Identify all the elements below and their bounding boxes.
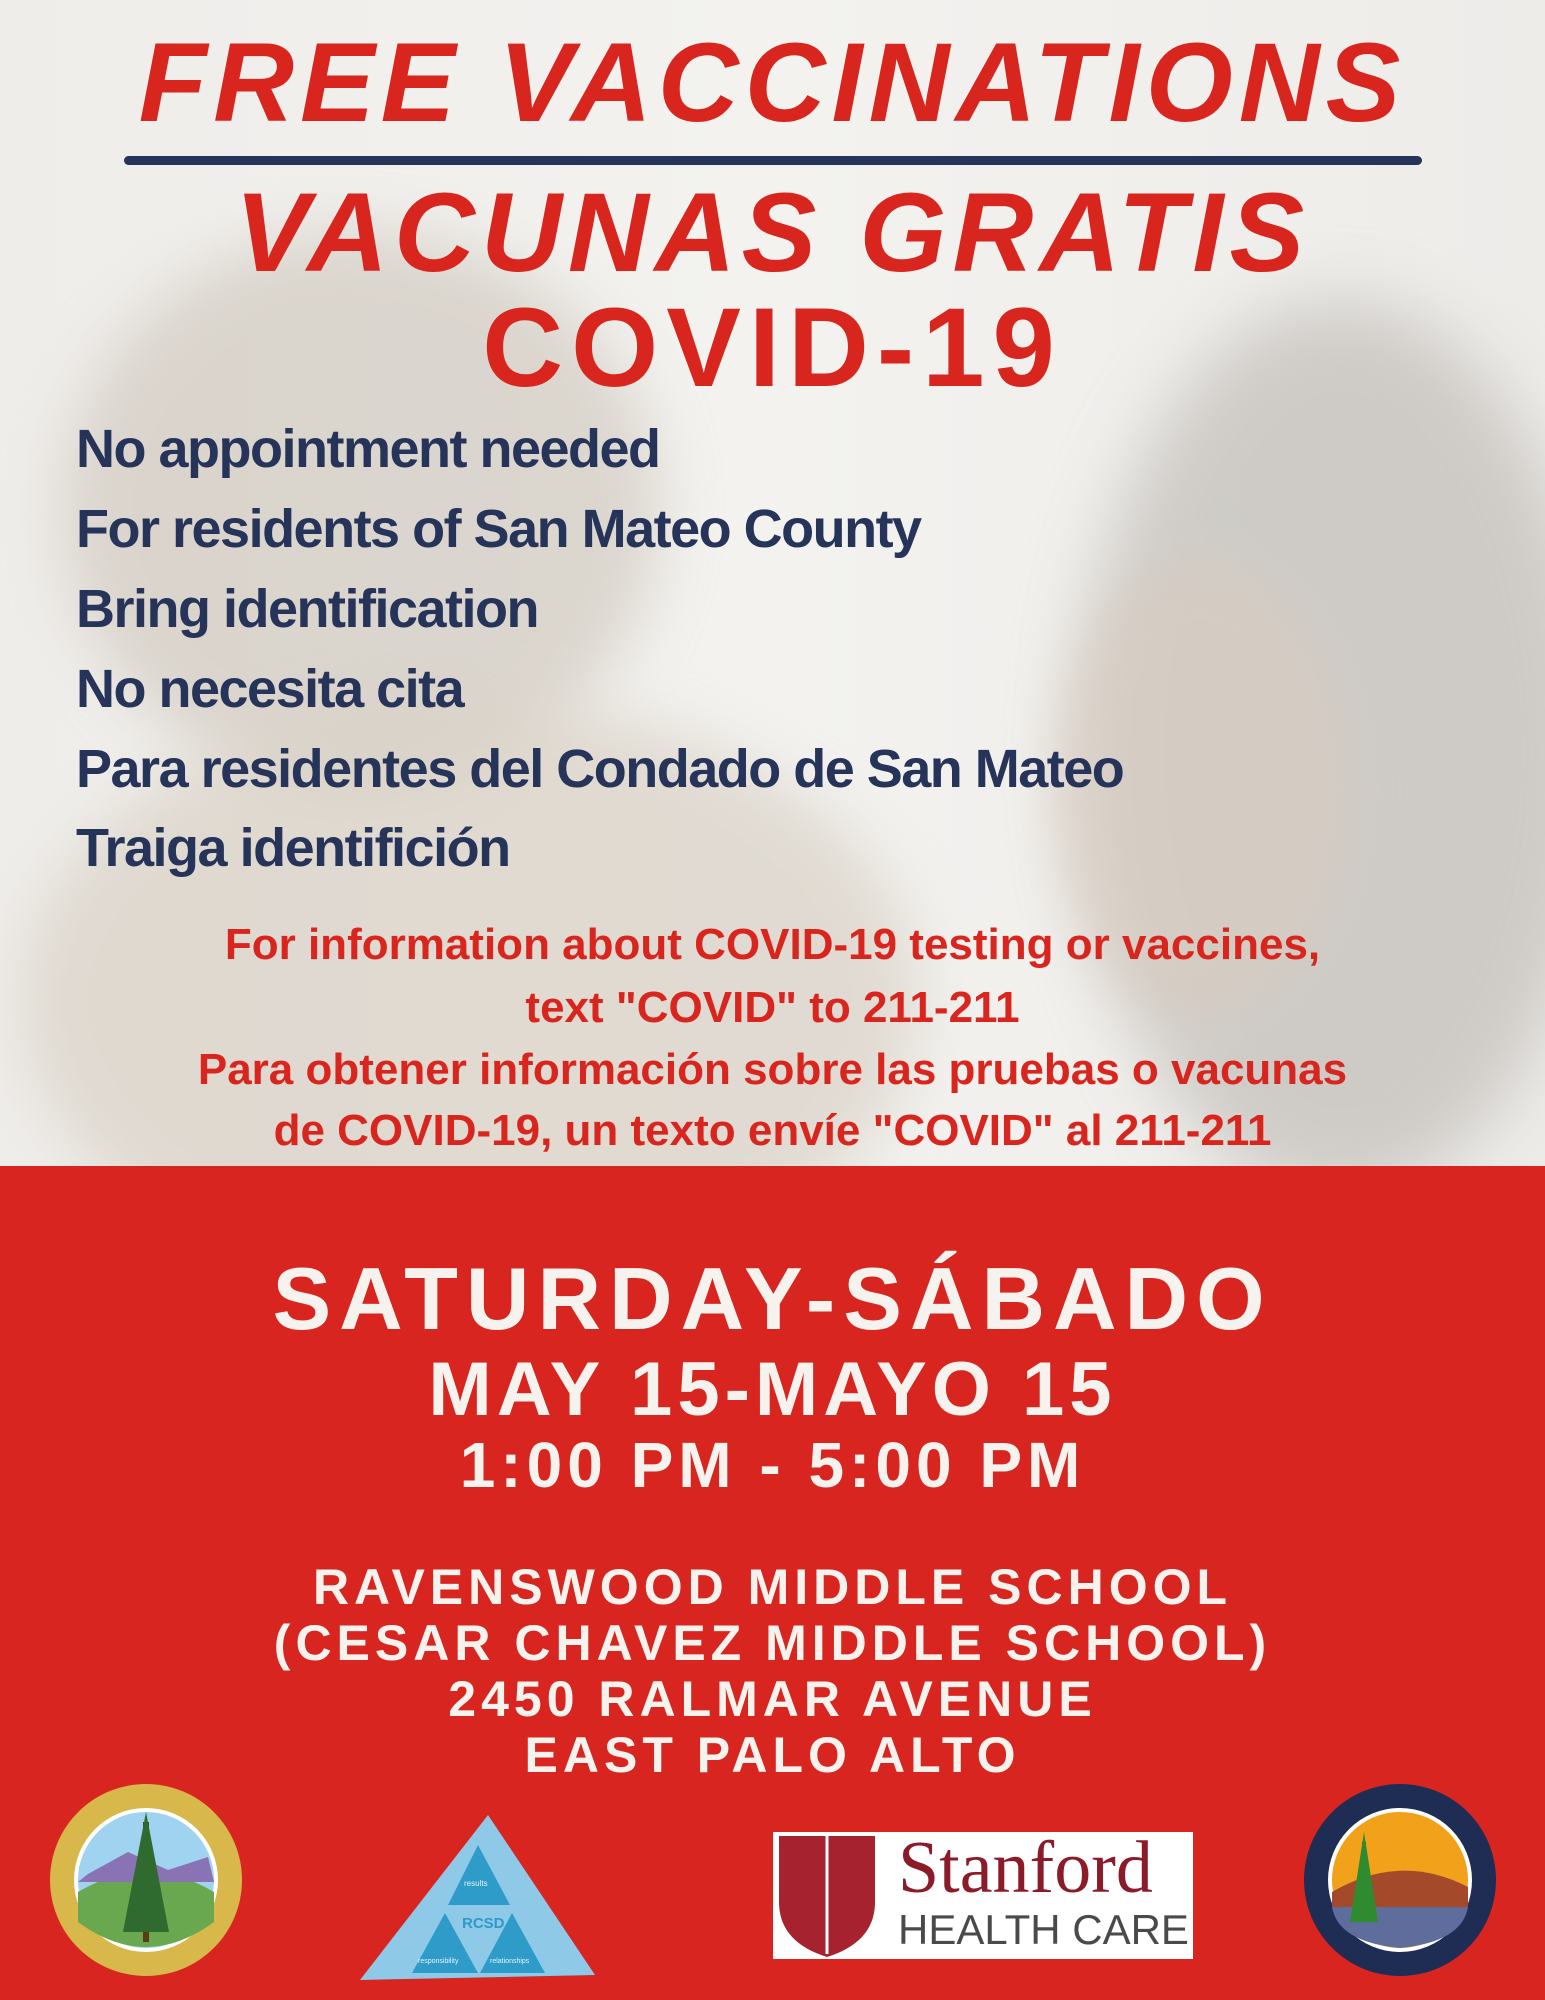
info-line: de COVID-19, un texto envíe "COVID" al 211-211: [273, 1106, 1272, 1155]
detail-line: Traiga identifición: [76, 818, 510, 878]
info-line: Para obtener información sobre las pruebas o vacunas: [197, 1045, 1348, 1094]
detail-line: For residents of San Mateo County: [76, 499, 921, 559]
stanford-health-care-logo: [773, 1827, 1193, 1959]
stanford-name: Stanford: [898, 1827, 1153, 1909]
subtitle-covid: COVID-19: [482, 285, 1063, 410]
location-line: EAST PALO ALTO: [524, 1727, 1021, 1783]
event-day: SATURDAY-SÁBADO: [272, 1249, 1273, 1348]
event-date: MAY 15-MAYO 15: [428, 1347, 1117, 1432]
title-english: FREE VACCINATIONS: [138, 20, 1407, 145]
detail-line: Para residentes del Condado de San Mateo: [76, 739, 1124, 799]
event-time: 1:00 PM - 5:00 PM: [459, 1429, 1086, 1501]
detail-line: Bring identification: [76, 579, 538, 639]
location-line: 2450 RALMAR AVENUE: [448, 1671, 1097, 1727]
rcsd-results: results: [464, 1879, 488, 1888]
san-mateo-county-seal: [48, 1782, 244, 1978]
title-spanish: VACUNAS GRATIS: [234, 170, 1311, 295]
detail-line: No necesita cita: [76, 659, 464, 719]
rcsd-relationships: relationships: [490, 1958, 530, 1965]
rcsd-responsibility: responsibility: [418, 1958, 459, 1965]
east-palo-alto-seal: [1302, 1782, 1498, 1978]
rcsd-label: RCSD: [462, 1915, 505, 1932]
divider: [124, 156, 1422, 165]
location-line: (CESAR CHAVEZ MIDDLE SCHOOL): [273, 1615, 1272, 1671]
info-line: For information about COVID-19 testing or vaccines,: [224, 920, 1321, 969]
rcsd-logo: [360, 1815, 595, 1985]
stanford-sub: HEALTH CARE: [898, 1906, 1189, 1953]
location-line: RAVENSWOOD MIDDLE SCHOOL: [312, 1559, 1233, 1615]
info-line: text "COVID" to 211-211: [525, 983, 1020, 1032]
detail-line: No appointment needed: [76, 419, 660, 479]
